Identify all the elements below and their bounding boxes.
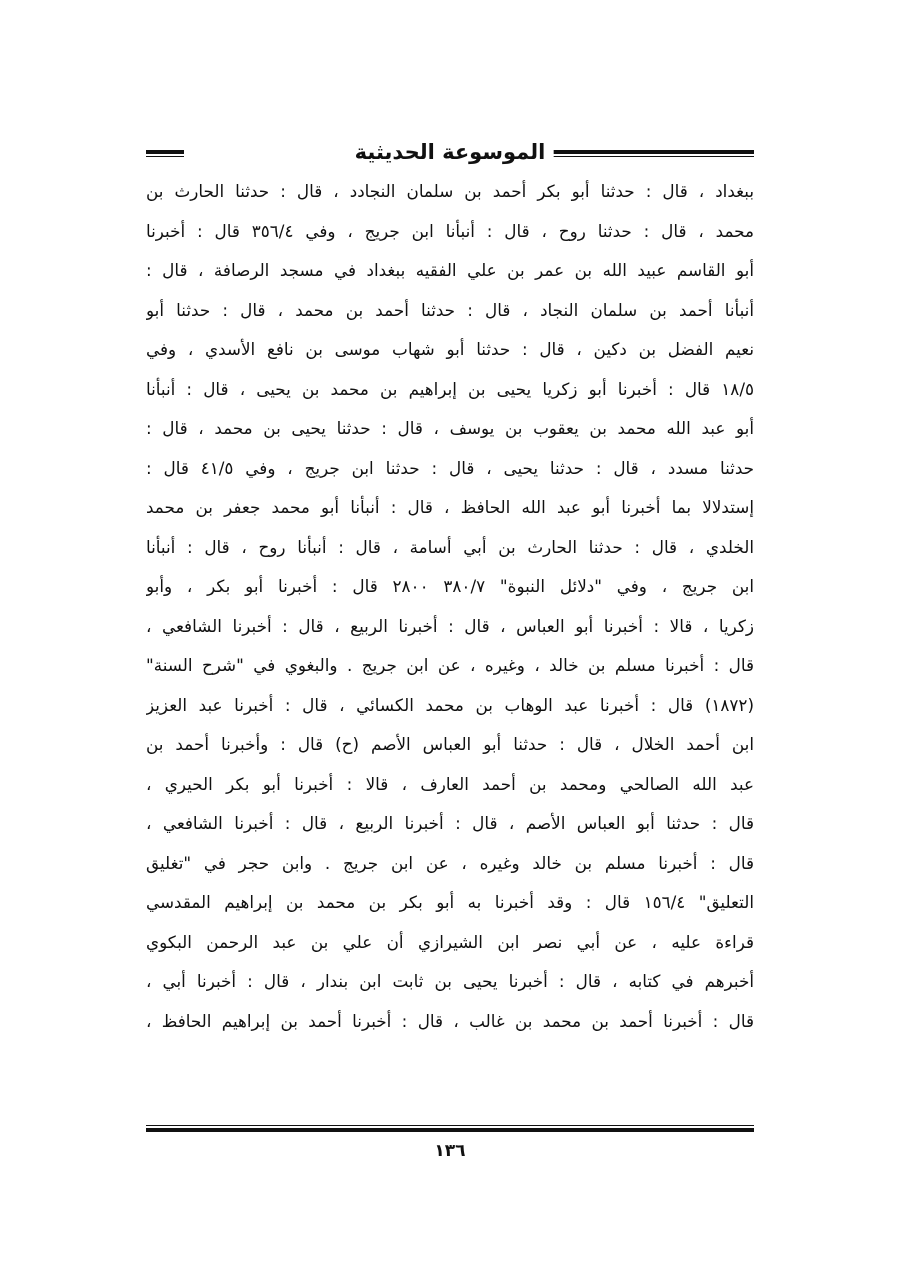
text-line: ١٨/٥ قال : أخبرنا أبو زكريا يحيى بن إبراهيم بن محمد بن يحيى ، قال : أنبأنا <box>146 378 754 399</box>
text-line: (١٨٧٢) قال : أخبرنا عبد الوهاب بن محمد الكسائي ، قال : أخبرنا عبد العزيز <box>146 694 754 715</box>
text-line: قال : حدثنا أبو العباس الأصم ، قال : أخبرنا الربيع ، قال : أخبرنا الشافعي ، <box>146 813 754 833</box>
text-line: عبد الله الصالحي ومحمد بن أحمد العارف ، قالا : أخبرنا أبو بكر الحيري ، <box>146 773 754 794</box>
body-text <box>146 172 754 1041</box>
text-line: قال : أخبرنا أحمد بن محمد بن غالب ، قال : أخبرنا أحمد بن إبراهيم الحافظ ، <box>146 1010 754 1031</box>
text-line: ابن أحمد الخلال ، قال : حدثنا أبو العباس الأصم (ح) قال : وأخبرنا أحمد بن <box>146 734 754 754</box>
text-line: ابن جريج ، وفي "دلائل النبوة" ٣٨٠/٧ ٢٨٠٠ قال : أخبرنا أبو بكر ، وأبو <box>146 576 754 596</box>
text-line: إستدلالا بما أخبرنا أبو عبد الله الحافظ ، قال : أنبأنا أبو محمد جعفر بن محمد <box>146 497 754 517</box>
header-title: الموسوعة الحديثية <box>347 140 554 164</box>
text-line: أبو القاسم عبيد الله بن عمر بن علي الفقيه ببغداد في مسجد الرصافة ، قال : <box>146 260 754 280</box>
text-line: نعيم الفضل بن دكين ، قال : حدثنا أبو شهاب موسى بن نافع الأسدي ، وفي <box>146 339 754 359</box>
text-line: الخلدي ، قال : حدثنا الحارث بن أبي أسامة ، قال : أنبأنا روح ، قال : أنبأنا <box>146 536 754 557</box>
footer-rule <box>146 1125 754 1132</box>
header-rule-left <box>146 150 184 159</box>
text-line: قال : أخبرنا مسلم بن خالد وغيره ، عن ابن جريج . وابن حجر في "تغليق <box>146 852 754 873</box>
page-header <box>146 138 754 172</box>
text-line: أنبأنا أحمد بن سلمان النجاد ، قال : حدثنا أحمد بن محمد ، قال : حدثنا أبو <box>146 299 754 320</box>
text-line: حدثنا مسدد ، قال : حدثنا يحيى ، قال : حدثنا ابن جريج ، وفي ٤١/٥ قال : <box>146 457 754 478</box>
text-line: قراءة عليه ، عن أبي نصر ابن الشيرازي أن علي بن عبد الرحمن البكوي <box>146 931 754 952</box>
text-line: ببغداد ، قال : حدثنا أبو بكر أحمد بن سلمان النجادد ، قال : حدثنا الحارث بن <box>146 181 754 201</box>
text-line: قال : أخبرنا مسلم بن خالد ، وغيره ، عن ابن جريج . والبغوي في "شرح السنة" <box>146 655 754 675</box>
text-line: أخبرهم في كتابه ، قال : أخبرنا يحيى بن ثابت ابن بندار ، قال : أخبرنا أبي ، <box>146 971 754 991</box>
text-line: زكريا ، قالا : أخبرنا أبو العباس ، قال : أخبرنا الربيع ، قال : أخبرنا الشافعي ، <box>146 615 754 636</box>
page-number: ١٣٦ <box>434 1141 466 1161</box>
text-line: محمد ، قال : حدثنا روح ، قال : أنبأنا ابن جريج ، وفي ٣٥٦/٤ قال : أخبرنا <box>146 220 754 241</box>
text-line: التعليق" ١٥٦/٤ قال : وقد أخبرنا به أبو بكر بن محمد بن إبراهيم المقدسي <box>146 892 754 912</box>
text-line: أبو عبد الله محمد بن يعقوب بن يوسف ، قال : حدثنا يحيى بن محمد ، قال : <box>146 418 754 438</box>
